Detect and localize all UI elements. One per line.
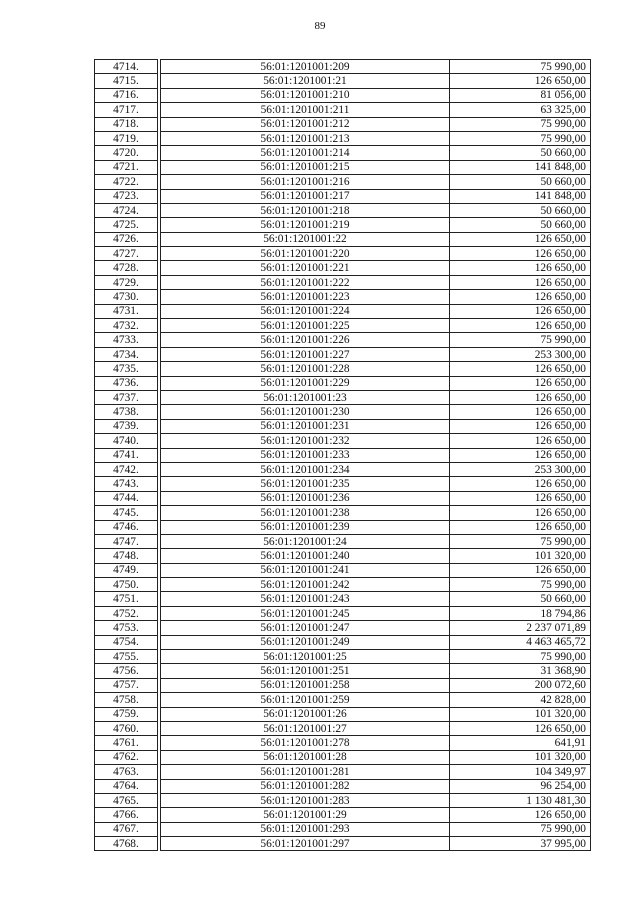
- cadastral-number-cell: 56:01:1201001:220: [161, 247, 450, 261]
- row-number-cell: 4716.: [95, 88, 158, 102]
- table-row: [95, 793, 591, 807]
- registry-table: [94, 59, 591, 851]
- row-number-cell: 4739.: [95, 419, 158, 433]
- cadastral-number-cell: 56:01:1201001:249: [161, 635, 450, 649]
- cadastral-value-cell: 126 650,00: [450, 520, 591, 534]
- table-row: [95, 678, 591, 692]
- cadastral-number-cell: 56:01:1201001:213: [161, 131, 450, 145]
- row-number-cell: 4747.: [95, 534, 158, 548]
- row-number-cell: 4752.: [95, 606, 158, 620]
- table-row: [95, 837, 591, 851]
- cadastral-number-cell: 56:01:1201001:251: [161, 664, 450, 678]
- table-row: [95, 534, 591, 548]
- table-row: [95, 822, 591, 836]
- table-row: [95, 506, 591, 520]
- cadastral-value-cell: 126 650,00: [450, 390, 591, 404]
- cadastral-number-cell: 56:01:1201001:235: [161, 477, 450, 491]
- cadastral-number-cell: 56:01:1201001:283: [161, 793, 450, 807]
- row-number-cell: 4722.: [95, 175, 158, 189]
- table-row: [95, 779, 591, 793]
- cadastral-value-cell: 63 325,00: [450, 103, 591, 117]
- row-number-cell: 4732.: [95, 319, 158, 333]
- table-row: [95, 275, 591, 289]
- table-row: [95, 390, 591, 404]
- cadastral-value-cell: 4 463 465,72: [450, 635, 591, 649]
- cadastral-number-cell: 56:01:1201001:21: [161, 74, 450, 88]
- row-number-cell: 4744.: [95, 491, 158, 505]
- cadastral-number-cell: 56:01:1201001:221: [161, 261, 450, 275]
- cadastral-number-cell: 56:01:1201001:223: [161, 290, 450, 304]
- table-row: [95, 362, 591, 376]
- cadastral-value-cell: 126 650,00: [450, 261, 591, 275]
- cadastral-value-cell: 126 650,00: [450, 808, 591, 822]
- cadastral-number-cell: 56:01:1201001:218: [161, 203, 450, 217]
- cadastral-number-cell: 56:01:1201001:278: [161, 736, 450, 750]
- cadastral-number-cell: 56:01:1201001:216: [161, 175, 450, 189]
- cadastral-value-cell: 18 794,86: [450, 606, 591, 620]
- row-number-cell: 4766.: [95, 808, 158, 822]
- cadastral-value-cell: 126 650,00: [450, 304, 591, 318]
- cadastral-number-cell: 56:01:1201001:247: [161, 621, 450, 635]
- cadastral-value-cell: 126 650,00: [450, 477, 591, 491]
- row-number-cell: 4756.: [95, 664, 158, 678]
- cadastral-number-cell: 56:01:1201001:242: [161, 578, 450, 592]
- cadastral-value-cell: 126 650,00: [450, 419, 591, 433]
- cadastral-value-cell: 1 130 481,30: [450, 793, 591, 807]
- cadastral-value-cell: 75 990,00: [450, 578, 591, 592]
- table-row: [95, 462, 591, 476]
- cadastral-value-cell: 42 828,00: [450, 693, 591, 707]
- cadastral-number-cell: 56:01:1201001:27: [161, 721, 450, 735]
- cadastral-value-cell: 50 660,00: [450, 203, 591, 217]
- table-row: [95, 160, 591, 174]
- table-row: [95, 304, 591, 318]
- row-number-cell: 4762.: [95, 750, 158, 764]
- row-number-cell: 4736.: [95, 376, 158, 390]
- row-number-cell: 4727.: [95, 247, 158, 261]
- cadastral-value-cell: 101 320,00: [450, 549, 591, 563]
- table-row: [95, 750, 591, 764]
- cadastral-number-cell: 56:01:1201001:210: [161, 88, 450, 102]
- cadastral-value-cell: 126 650,00: [450, 491, 591, 505]
- row-number-cell: 4742.: [95, 462, 158, 476]
- cadastral-number-cell: 56:01:1201001:219: [161, 218, 450, 232]
- table-row: [95, 650, 591, 664]
- cadastral-value-cell: 75 990,00: [450, 131, 591, 145]
- table-row: [95, 635, 591, 649]
- cadastral-number-cell: 56:01:1201001:28: [161, 750, 450, 764]
- row-number-cell: 4761.: [95, 736, 158, 750]
- table-row: [95, 434, 591, 448]
- row-number-cell: 4753.: [95, 621, 158, 635]
- table-row: [95, 146, 591, 160]
- row-number-cell: 4730.: [95, 290, 158, 304]
- row-number-cell: 4750.: [95, 578, 158, 592]
- cadastral-value-cell: 126 650,00: [450, 319, 591, 333]
- cadastral-value-cell: 50 660,00: [450, 175, 591, 189]
- row-number-cell: 4728.: [95, 261, 158, 275]
- table-row: [95, 621, 591, 635]
- table-row: [95, 549, 591, 563]
- table-row: [95, 347, 591, 361]
- cadastral-number-cell: 56:01:1201001:233: [161, 448, 450, 462]
- table-row: [95, 491, 591, 505]
- table-row: [95, 261, 591, 275]
- table-row: [95, 563, 591, 577]
- row-number-cell: 4759.: [95, 707, 158, 721]
- cadastral-value-cell: 126 650,00: [450, 563, 591, 577]
- cadastral-number-cell: 56:01:1201001:226: [161, 333, 450, 347]
- table-row: [95, 175, 591, 189]
- row-number-cell: 4737.: [95, 390, 158, 404]
- cadastral-number-cell: 56:01:1201001:238: [161, 506, 450, 520]
- row-number-cell: 4718.: [95, 117, 158, 131]
- row-number-cell: 4765.: [95, 793, 158, 807]
- table-row: [95, 664, 591, 678]
- cadastral-value-cell: 96 254,00: [450, 779, 591, 793]
- cadastral-value-cell: 75 990,00: [450, 117, 591, 131]
- cadastral-value-cell: 641,91: [450, 736, 591, 750]
- cadastral-value-cell: 75 990,00: [450, 822, 591, 836]
- row-number-cell: 4760.: [95, 721, 158, 735]
- table-row: [95, 74, 591, 88]
- table-row: [95, 218, 591, 232]
- row-number-cell: 4749.: [95, 563, 158, 577]
- table-row: [95, 117, 591, 131]
- cadastral-value-cell: 126 650,00: [450, 232, 591, 246]
- row-number-cell: 4746.: [95, 520, 158, 534]
- table-row: [95, 477, 591, 491]
- table-row: [95, 333, 591, 347]
- cadastral-number-cell: 56:01:1201001:222: [161, 275, 450, 289]
- cadastral-value-cell: 126 650,00: [450, 376, 591, 390]
- cadastral-value-cell: 75 990,00: [450, 650, 591, 664]
- cadastral-number-cell: 56:01:1201001:241: [161, 563, 450, 577]
- table-body: [95, 60, 591, 851]
- cadastral-value-cell: 50 660,00: [450, 592, 591, 606]
- row-number-cell: 4763.: [95, 765, 158, 779]
- table-row: [95, 189, 591, 203]
- cadastral-number-cell: 56:01:1201001:26: [161, 707, 450, 721]
- row-number-cell: 4735.: [95, 362, 158, 376]
- cadastral-number-cell: 56:01:1201001:227: [161, 347, 450, 361]
- table-row: [95, 203, 591, 217]
- table-row: [95, 808, 591, 822]
- cadastral-number-cell: 56:01:1201001:25: [161, 650, 450, 664]
- cadastral-number-cell: 56:01:1201001:214: [161, 146, 450, 160]
- table-row: [95, 405, 591, 419]
- row-number-cell: 4743.: [95, 477, 158, 491]
- row-number-cell: 4764.: [95, 779, 158, 793]
- row-number-cell: 4741.: [95, 448, 158, 462]
- cadastral-number-cell: 56:01:1201001:236: [161, 491, 450, 505]
- table-row: [95, 232, 591, 246]
- table-row: [95, 606, 591, 620]
- cadastral-number-cell: 56:01:1201001:228: [161, 362, 450, 376]
- cadastral-value-cell: 126 650,00: [450, 434, 591, 448]
- cadastral-value-cell: 31 368,90: [450, 664, 591, 678]
- cadastral-value-cell: 101 320,00: [450, 750, 591, 764]
- cadastral-value-cell: 75 990,00: [450, 333, 591, 347]
- table-row: [95, 419, 591, 433]
- row-number-cell: 4758.: [95, 693, 158, 707]
- row-number-cell: 4723.: [95, 189, 158, 203]
- row-number-cell: 4715.: [95, 74, 158, 88]
- cadastral-number-cell: 56:01:1201001:243: [161, 592, 450, 606]
- cadastral-number-cell: 56:01:1201001:258: [161, 678, 450, 692]
- table-row: [95, 721, 591, 735]
- cadastral-number-cell: 56:01:1201001:282: [161, 779, 450, 793]
- cadastral-number-cell: 56:01:1201001:209: [161, 60, 450, 74]
- cadastral-number-cell: 56:01:1201001:23: [161, 390, 450, 404]
- cadastral-value-cell: 126 650,00: [450, 290, 591, 304]
- cadastral-value-cell: 141 848,00: [450, 189, 591, 203]
- row-number-cell: 4740.: [95, 434, 158, 448]
- cadastral-number-cell: 56:01:1201001:215: [161, 160, 450, 174]
- row-number-cell: 4729.: [95, 275, 158, 289]
- row-number-cell: 4714.: [95, 60, 158, 74]
- cadastral-value-cell: 101 320,00: [450, 707, 591, 721]
- table-row: [95, 60, 591, 74]
- table-row: [95, 578, 591, 592]
- cadastral-value-cell: 37 995,00: [450, 837, 591, 851]
- cadastral-number-cell: 56:01:1201001:229: [161, 376, 450, 390]
- cadastral-number-cell: 56:01:1201001:239: [161, 520, 450, 534]
- row-number-cell: 4751.: [95, 592, 158, 606]
- row-number-cell: 4734.: [95, 347, 158, 361]
- cadastral-value-cell: 75 990,00: [450, 60, 591, 74]
- table-row: [95, 103, 591, 117]
- table-row: [95, 290, 591, 304]
- row-number-cell: 4745.: [95, 506, 158, 520]
- row-number-cell: 4720.: [95, 146, 158, 160]
- cadastral-value-cell: 75 990,00: [450, 534, 591, 548]
- cadastral-number-cell: 56:01:1201001:29: [161, 808, 450, 822]
- cadastral-value-cell: 126 650,00: [450, 405, 591, 419]
- cadastral-number-cell: 56:01:1201001:211: [161, 103, 450, 117]
- table-row: [95, 592, 591, 606]
- table-row: [95, 376, 591, 390]
- cadastral-number-cell: 56:01:1201001:281: [161, 765, 450, 779]
- cadastral-value-cell: 104 349,97: [450, 765, 591, 779]
- cadastral-value-cell: 126 650,00: [450, 362, 591, 376]
- cadastral-number-cell: 56:01:1201001:225: [161, 319, 450, 333]
- cadastral-value-cell: 253 300,00: [450, 347, 591, 361]
- row-number-cell: 4733.: [95, 333, 158, 347]
- row-number-cell: 4719.: [95, 131, 158, 145]
- cadastral-number-cell: 56:01:1201001:259: [161, 693, 450, 707]
- cadastral-value-cell: 126 650,00: [450, 721, 591, 735]
- cadastral-value-cell: 126 650,00: [450, 247, 591, 261]
- cadastral-number-cell: 56:01:1201001:232: [161, 434, 450, 448]
- cadastral-value-cell: 253 300,00: [450, 462, 591, 476]
- row-number-cell: 4725.: [95, 218, 158, 232]
- row-number-cell: 4768.: [95, 837, 158, 851]
- cadastral-number-cell: 56:01:1201001:224: [161, 304, 450, 318]
- cadastral-number-cell: 56:01:1201001:234: [161, 462, 450, 476]
- row-number-cell: 4757.: [95, 678, 158, 692]
- table-row: [95, 765, 591, 779]
- cadastral-value-cell: 126 650,00: [450, 74, 591, 88]
- table-row: [95, 247, 591, 261]
- cadastral-value-cell: 50 660,00: [450, 146, 591, 160]
- cadastral-number-cell: 56:01:1201001:231: [161, 419, 450, 433]
- cadastral-value-cell: 81 056,00: [450, 88, 591, 102]
- row-number-cell: 4767.: [95, 822, 158, 836]
- table-row: [95, 131, 591, 145]
- cadastral-number-cell: 56:01:1201001:212: [161, 117, 450, 131]
- cadastral-value-cell: 200 072,60: [450, 678, 591, 692]
- cadastral-number-cell: 56:01:1201001:230: [161, 405, 450, 419]
- table-row: [95, 707, 591, 721]
- cadastral-number-cell: 56:01:1201001:240: [161, 549, 450, 563]
- cadastral-number-cell: 56:01:1201001:217: [161, 189, 450, 203]
- table-row: [95, 319, 591, 333]
- cadastral-value-cell: 126 650,00: [450, 448, 591, 462]
- cadastral-value-cell: 126 650,00: [450, 275, 591, 289]
- table-row: [95, 736, 591, 750]
- row-number-cell: 4726.: [95, 232, 158, 246]
- table-row: [95, 88, 591, 102]
- cadastral-value-cell: 2 237 071,89: [450, 621, 591, 635]
- row-number-cell: 4754.: [95, 635, 158, 649]
- cadastral-value-cell: 141 848,00: [450, 160, 591, 174]
- row-number-cell: 4731.: [95, 304, 158, 318]
- cadastral-number-cell: 56:01:1201001:245: [161, 606, 450, 620]
- table-row: [95, 520, 591, 534]
- row-number-cell: 4724.: [95, 203, 158, 217]
- row-number-cell: 4721.: [95, 160, 158, 174]
- row-number-cell: 4748.: [95, 549, 158, 563]
- cadastral-number-cell: 56:01:1201001:297: [161, 837, 450, 851]
- row-number-cell: 4755.: [95, 650, 158, 664]
- cadastral-value-cell: 126 650,00: [450, 506, 591, 520]
- cadastral-number-cell: 56:01:1201001:24: [161, 534, 450, 548]
- table-row: [95, 693, 591, 707]
- page-number: 89: [314, 20, 326, 32]
- cadastral-number-cell: 56:01:1201001:293: [161, 822, 450, 836]
- row-number-cell: 4738.: [95, 405, 158, 419]
- row-number-cell: 4717.: [95, 103, 158, 117]
- cadastral-value-cell: 50 660,00: [450, 218, 591, 232]
- table-row: [95, 448, 591, 462]
- cadastral-number-cell: 56:01:1201001:22: [161, 232, 450, 246]
